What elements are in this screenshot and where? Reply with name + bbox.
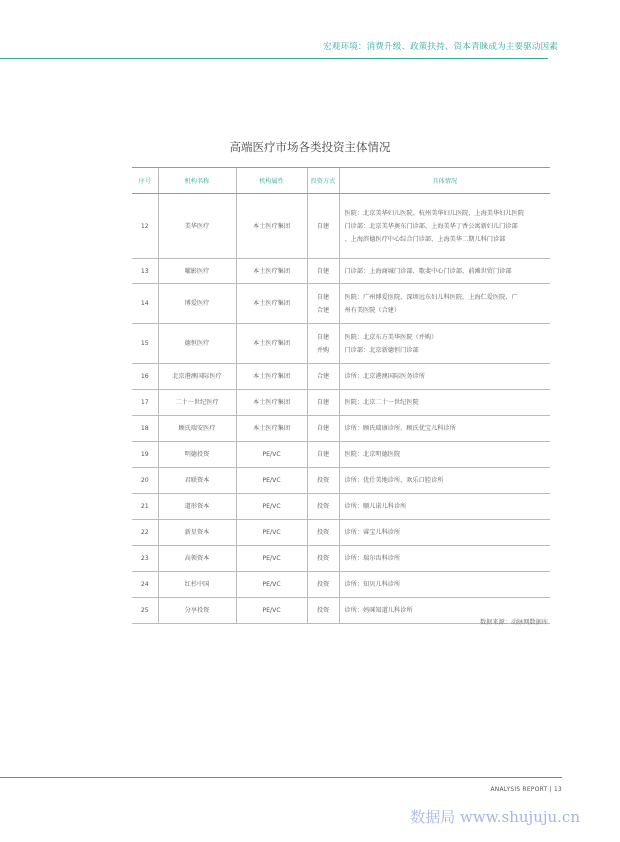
org-type: PE/VC: [236, 442, 307, 468]
row-number: 12: [132, 194, 158, 259]
org-type: PE/VC: [236, 598, 307, 624]
org-name: 二十一世纪医疗: [158, 390, 236, 416]
invest-method: [307, 572, 339, 598]
table-row: [132, 416, 550, 442]
table-row: [132, 520, 550, 546]
invest-method-line: 自建: [316, 293, 330, 301]
table-row: [132, 468, 550, 494]
org-type: 本土医疗集团: [236, 259, 307, 284]
org-type: 本土医疗集团: [236, 194, 307, 259]
table-row: [132, 194, 550, 259]
row-number: 14: [132, 284, 158, 324]
invest-method: [307, 546, 339, 572]
table-header-row: [132, 168, 550, 194]
org-type: PE/VC: [236, 494, 307, 520]
invest-method: [307, 284, 339, 324]
row-number: 16: [132, 364, 158, 390]
invest-method-line: 投资: [316, 607, 330, 614]
invest-method-line: 投资: [316, 581, 330, 588]
detail-cell: [339, 194, 550, 259]
table-row: [132, 259, 550, 284]
row-number: 17: [132, 390, 158, 416]
invest-method-line: 投资: [316, 529, 330, 536]
table-row: [132, 284, 550, 324]
data-source: 数据来源：动脉网数据库: [479, 619, 548, 626]
org-name: 分享投资: [158, 598, 236, 624]
detail-line: 医院：北京明德医院: [344, 451, 401, 458]
column-header: 序号: [132, 168, 158, 194]
detail-line: 医院：北京二十一世纪医院: [344, 399, 419, 406]
detail-line: 诊所：知贝儿科诊所: [344, 581, 401, 588]
row-number: 13: [132, 259, 158, 284]
table-row: [132, 546, 550, 572]
column-header: 投资方式: [307, 168, 339, 194]
detail-cell: [339, 416, 550, 442]
detail-line: 诊所：北京港澳国际医务诊所: [344, 373, 425, 380]
column-header: 机构属性: [236, 168, 307, 194]
org-name: 新星资本: [158, 520, 236, 546]
footer-page-label: ANALYSIS REPORT | 13: [490, 785, 562, 793]
detail-cell: [339, 494, 550, 520]
invest-method-line: 自建: [316, 267, 330, 275]
invest-method: [307, 494, 339, 520]
detail-line: 医院：北京东方美华医院（并购）: [344, 333, 438, 341]
invest-method-line: 自建: [316, 451, 330, 458]
detail-line: 州有美医院（合建）: [344, 306, 401, 314]
invest-method: [307, 598, 339, 624]
detail-line: 诊所：优仕美地诊所、欢乐口腔诊所: [344, 477, 444, 484]
org-type: PE/VC: [236, 572, 307, 598]
invest-method-line: 自建: [316, 222, 330, 230]
org-name: 曜影医疗: [158, 259, 236, 284]
detail-line: 诊所：瑞尔齿科诊所: [344, 555, 401, 562]
org-name: 美华医疗: [158, 194, 236, 259]
org-type: 本土医疗集团: [236, 390, 307, 416]
invest-method-line: 自建: [316, 333, 330, 341]
detail-line: 诊所：顾氏瑞康诊所、顾氏优宝儿科诊所: [344, 425, 456, 432]
org-name: 明德投资: [158, 442, 236, 468]
header-title: 宏观环境：消费升级、政策扶持、资本青睐成为主要驱动因素: [323, 42, 558, 52]
invest-method-line: 投资: [316, 503, 330, 510]
org-type: PE/VC: [236, 520, 307, 546]
detail-line: 、上海滨德医疗中心综合门诊部、上海美华二期儿科门诊部: [344, 235, 506, 243]
detail-line: 医院：北京美华妇儿医院、杭州美华妇儿医院、上海美华妇儿医院: [344, 209, 524, 217]
row-number: 15: [132, 324, 158, 364]
column-header: 机构名称: [158, 168, 236, 194]
detail-cell: [339, 259, 550, 284]
detail-line: 诊所：妈咪知道儿科诊所: [344, 607, 413, 614]
detail-cell: [339, 468, 550, 494]
table-title: 高端医疗市场各类投资主体情况: [229, 140, 391, 154]
detail-cell: [339, 572, 550, 598]
detail-line: 门诊部：北京新德恒门诊部: [344, 346, 419, 354]
row-number: 23: [132, 546, 158, 572]
detail-cell: [339, 546, 550, 572]
table-row: [132, 494, 550, 520]
invest-method-line: 投资: [316, 477, 330, 484]
invest-method-line: 并购: [316, 346, 330, 354]
invest-method: [307, 520, 339, 546]
detail-line: 医院：广州博爱医院、深圳远东妇儿科医院、上海仁爱医院、广: [344, 293, 518, 301]
detail-cell: [339, 284, 550, 324]
table-row: [132, 442, 550, 468]
table-body: [132, 194, 550, 624]
invest-method: [307, 194, 339, 259]
org-type: 本土医疗集团: [236, 324, 307, 364]
invest-method: [307, 324, 339, 364]
header-divider: [0, 58, 548, 59]
detail-line: 诊所：睿宝儿科诊所: [344, 529, 401, 536]
row-number: 18: [132, 416, 158, 442]
detail-cell: [339, 364, 550, 390]
invest-method: [307, 442, 339, 468]
org-name: 北京港澳国际医疗: [158, 364, 236, 390]
investment-table: [132, 167, 550, 624]
table-row: [132, 324, 550, 364]
invest-method-line: 合建: [316, 373, 330, 380]
invest-method: [307, 259, 339, 284]
row-number: 22: [132, 520, 158, 546]
detail-line: 门诊部：北京美华奥东门诊部、上海美华丁香公寓新妇儿门诊部: [344, 222, 518, 230]
org-name: 高领资本: [158, 546, 236, 572]
org-name: 道形资本: [158, 494, 236, 520]
watermark: 数据局 www.shujuju.cn: [410, 808, 580, 826]
row-number: 25: [132, 598, 158, 624]
invest-method-line: 投资: [316, 555, 330, 562]
detail-line: 诊所：顺儿诺儿科诊所: [344, 503, 407, 510]
row-number: 19: [132, 442, 158, 468]
table-row: [132, 390, 550, 416]
column-header: 具体情况: [339, 168, 550, 194]
detail-cell: [339, 390, 550, 416]
row-number: 21: [132, 494, 158, 520]
detail-cell: [339, 324, 550, 364]
detail-cell: [339, 442, 550, 468]
org-name: 顾氏瑞安医疗: [158, 416, 236, 442]
invest-method: [307, 390, 339, 416]
detail-line: 门诊部：上海商城门诊部、歌斐中心门诊部、前滩世贸门诊部: [344, 267, 512, 275]
org-type: 本土医疗集团: [236, 416, 307, 442]
invest-method-line: 合建: [316, 306, 330, 314]
org-name: 博爱医疗: [158, 284, 236, 324]
org-type: PE/VC: [236, 468, 307, 494]
org-type: PE/VC: [236, 546, 307, 572]
invest-method-line: 自建: [316, 425, 330, 432]
footer-divider: [0, 777, 562, 778]
org-name: 君联资本: [158, 468, 236, 494]
org-type: 本土医疗集团: [236, 364, 307, 390]
invest-method: [307, 468, 339, 494]
detail-cell: [339, 520, 550, 546]
table-row: [132, 364, 550, 390]
row-number: 20: [132, 468, 158, 494]
org-type: 本土医疗集团: [236, 284, 307, 324]
org-name: 红杉中国: [158, 572, 236, 598]
invest-method-line: 自建: [316, 399, 330, 406]
row-number: 24: [132, 572, 158, 598]
org-name: 德恒医疗: [158, 324, 236, 364]
invest-method: [307, 364, 339, 390]
invest-method: [307, 416, 339, 442]
table-row: [132, 572, 550, 598]
